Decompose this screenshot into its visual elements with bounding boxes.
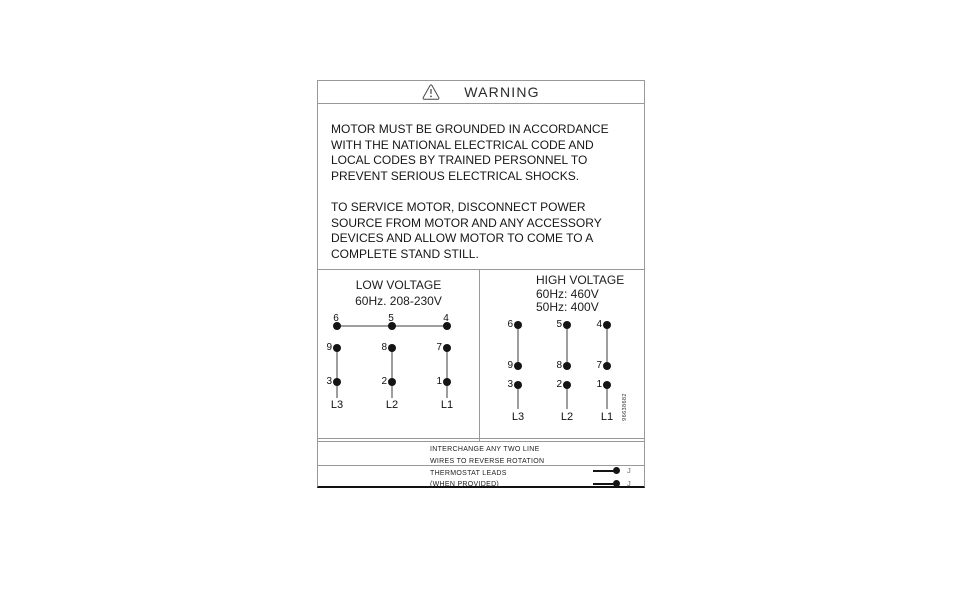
connector-line bbox=[517, 325, 519, 366]
text-line: 60Hz. 208-230V bbox=[355, 293, 442, 308]
terminal-2-dot bbox=[388, 378, 396, 386]
lead-label: J bbox=[627, 466, 631, 475]
warning-paragraph-service bbox=[331, 200, 632, 262]
text-line: DEVICES AND ALLOW MOTOR TO COME TO A bbox=[331, 231, 594, 245]
connector-line bbox=[606, 325, 608, 366]
terminal-2-label: 2 bbox=[381, 376, 387, 387]
terminal-8-label: 8 bbox=[556, 360, 562, 371]
text-line: THERMOSTAT LEADS bbox=[430, 470, 507, 477]
terminal-1-label: 1 bbox=[596, 379, 602, 390]
text-line: WITH THE NATIONAL ELECTRICAL CODE AND bbox=[331, 137, 594, 152]
thermostat-note bbox=[430, 468, 507, 490]
text-line: SOURCE FROM MOTOR AND ANY ACCESSORY bbox=[331, 215, 602, 230]
text-line: 60Hz: 460V bbox=[536, 286, 599, 301]
connector-line bbox=[336, 348, 338, 382]
text-line: PREVENT SERIOUS ELECTRICAL SHOCKS. bbox=[331, 168, 580, 183]
text-line: TO SERVICE MOTOR, DISCONNECT POWER bbox=[331, 200, 586, 214]
connector-line bbox=[446, 348, 448, 382]
part-number-text: 96638682 bbox=[622, 393, 628, 421]
terminal-2-label: 2 bbox=[556, 379, 562, 390]
high-voltage-subtitle bbox=[536, 288, 624, 315]
high-voltage-title: HIGH VOLTAGE bbox=[536, 273, 625, 287]
thermostat-lead-2 bbox=[593, 480, 638, 488]
line-label-L2: L2 bbox=[560, 411, 574, 423]
motor-warning-label bbox=[317, 80, 645, 488]
text-line: WIRES TO REVERSE ROTATION bbox=[430, 457, 545, 465]
terminal-7-dot bbox=[603, 362, 611, 370]
low-voltage-subtitle bbox=[318, 294, 479, 310]
thermostat-note-row bbox=[318, 466, 644, 486]
lead-terminal-dot bbox=[613, 467, 620, 474]
lead-label: J bbox=[627, 479, 631, 488]
terminal-7-dot bbox=[443, 344, 451, 352]
low-voltage-heading bbox=[318, 278, 479, 309]
terminal-6-label: 6 bbox=[333, 313, 339, 324]
terminal-4-label: 4 bbox=[596, 319, 602, 330]
terminal-1-dot bbox=[443, 378, 451, 386]
rotation-note bbox=[430, 444, 544, 467]
low-voltage-title: LOW VOLTAGE bbox=[355, 278, 442, 292]
terminal-8-dot bbox=[563, 362, 571, 370]
terminal-5-dot bbox=[563, 321, 571, 329]
terminal-4-dot bbox=[603, 321, 611, 329]
line-label-L2: L2 bbox=[385, 399, 399, 411]
terminal-8-label: 8 bbox=[381, 342, 387, 353]
thermostat-lead-1 bbox=[593, 467, 638, 475]
warning-paragraph-grounding bbox=[331, 122, 632, 184]
rotation-note-row bbox=[318, 442, 644, 466]
high-voltage-heading bbox=[536, 274, 624, 315]
terminal-3-dot bbox=[333, 378, 341, 386]
terminal-8-dot bbox=[388, 344, 396, 352]
terminal-1-label: 1 bbox=[436, 376, 442, 387]
terminal-9-label: 9 bbox=[507, 360, 513, 371]
terminal-5-label: 5 bbox=[388, 313, 394, 324]
connector-line bbox=[566, 325, 568, 366]
warning-text-section bbox=[318, 104, 644, 270]
line-label-L1: L1 bbox=[600, 411, 614, 423]
terminal-2-dot bbox=[563, 381, 571, 389]
part-number bbox=[605, 382, 645, 432]
line-label-L3: L3 bbox=[511, 411, 525, 423]
warning-header bbox=[318, 81, 644, 104]
terminal-9-label: 9 bbox=[326, 342, 332, 353]
text-line: (WHEN PROVIDED) bbox=[430, 481, 500, 488]
connector-line bbox=[391, 348, 393, 382]
terminal-3-label: 3 bbox=[507, 379, 513, 390]
terminal-9-dot bbox=[333, 344, 341, 352]
terminal-9-dot bbox=[514, 362, 522, 370]
warning-triangle-icon bbox=[422, 84, 440, 100]
line-label-L3: L3 bbox=[330, 399, 344, 411]
warning-title: WARNING bbox=[464, 84, 540, 100]
text-line: MOTOR MUST BE GROUNDED IN ACCORDANCE bbox=[331, 122, 609, 136]
terminal-6-dot bbox=[514, 321, 522, 329]
diagram-bottom-rule bbox=[318, 438, 644, 439]
terminal-3-dot bbox=[514, 381, 522, 389]
text-line: INTERCHANGE ANY TWO LINE bbox=[430, 446, 540, 453]
terminal-6-label: 6 bbox=[507, 319, 513, 330]
text-line: 50Hz: 400V bbox=[536, 300, 599, 314]
text-line: LOCAL CODES BY TRAINED PERSONNEL TO bbox=[331, 153, 588, 167]
terminal-5-label: 5 bbox=[556, 319, 562, 330]
terminal-4-label: 4 bbox=[443, 313, 449, 324]
terminal-7-label: 7 bbox=[596, 360, 602, 371]
lead-terminal-dot bbox=[613, 480, 620, 487]
wiring-diagram-section bbox=[318, 270, 644, 442]
line-label-L1: L1 bbox=[440, 399, 454, 411]
text-line: COMPLETE STAND STILL. bbox=[331, 246, 479, 261]
diagram-vertical-divider bbox=[479, 270, 480, 441]
terminal-7-label: 7 bbox=[436, 342, 442, 353]
terminal-3-label: 3 bbox=[326, 376, 332, 387]
